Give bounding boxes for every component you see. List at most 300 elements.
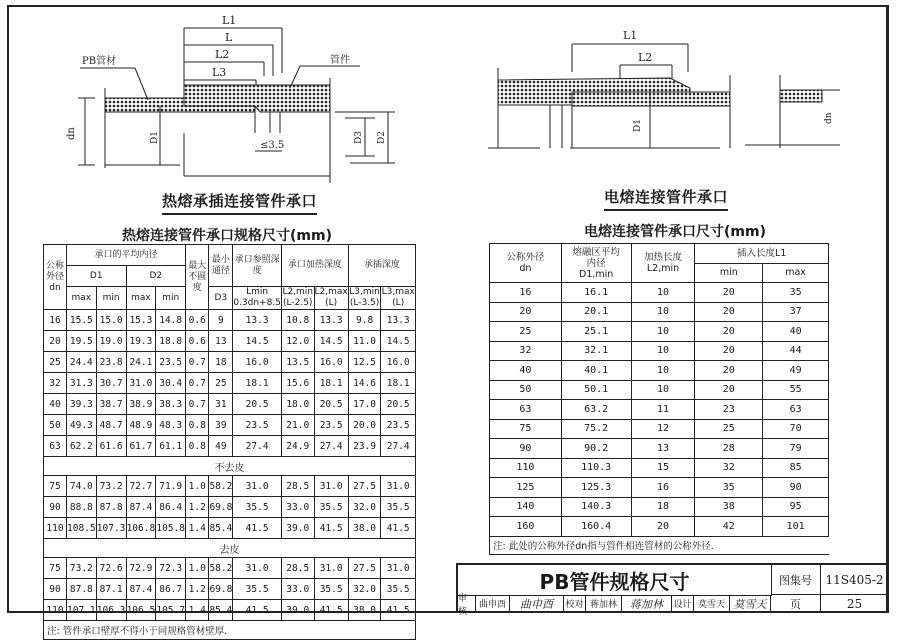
table-cell: 16.1	[561, 283, 631, 303]
table-cell: 110	[490, 458, 562, 478]
table-cell: 58.2	[209, 476, 233, 497]
table-cell: 0.6	[186, 331, 209, 352]
table-cell: 20	[695, 341, 763, 361]
table-cell: 38.0	[348, 600, 381, 621]
dim-L3: L3	[212, 66, 227, 79]
table-cell: 13.3	[381, 310, 416, 331]
hot-melt-socket-diagram	[60, 8, 420, 183]
table-cell: 106.8	[126, 518, 156, 539]
t2-header-max: max	[763, 263, 829, 283]
t2-header-heat-length: 加热长度 L2,min	[631, 244, 695, 283]
check-label: 校对	[564, 595, 586, 613]
table-cell: 38.3	[156, 394, 186, 415]
table-cell: 0.7	[186, 373, 209, 394]
table-cell: 88.8	[66, 497, 96, 518]
table-cell: 90	[490, 439, 562, 459]
table-cell: 38.0	[348, 518, 381, 539]
electrofusion-socket-diagram	[480, 20, 840, 160]
table-cell: 28.5	[281, 476, 314, 497]
table1-rows-a	[44, 310, 416, 457]
table-cell: 108.5	[66, 518, 96, 539]
header-ref-depth: 承口参照深度	[233, 245, 282, 287]
table-cell: 69.8	[209, 579, 233, 600]
header-l2max: L2,max (L)	[314, 287, 348, 308]
t2-header-min: min	[695, 263, 763, 283]
table-cell: 19.0	[96, 331, 126, 352]
table-cell: 25	[44, 352, 67, 373]
table-row	[490, 458, 829, 478]
table-row	[490, 497, 829, 517]
table-row	[44, 415, 416, 436]
header-insert-depth: 承插深度	[348, 245, 415, 287]
table-cell: 20	[695, 302, 763, 322]
header-D1: D1	[66, 266, 126, 287]
table-row	[44, 518, 416, 539]
table-cell: 13.5	[281, 352, 314, 373]
header-d2-min: min	[156, 287, 186, 310]
table-cell: 14.6	[348, 373, 381, 394]
table-row	[490, 478, 829, 498]
table-cell: 32	[44, 373, 67, 394]
table-cell: 50.1	[561, 380, 631, 400]
table-cell: 20.5	[314, 394, 348, 415]
table-cell: 41.5	[314, 518, 348, 539]
table-cell: 140	[490, 497, 562, 517]
table-cell: 79	[763, 439, 829, 459]
header-d1-max: max	[66, 287, 96, 310]
table-cell: 31.0	[233, 558, 282, 579]
table-cell: 18.1	[314, 373, 348, 394]
table-cell: 125.3	[561, 478, 631, 498]
table-cell: 12.0	[281, 331, 314, 352]
table-row	[44, 373, 416, 394]
table-cell: 72.3	[156, 558, 186, 579]
table-cell: 72.7	[126, 476, 156, 497]
table-cell: 9	[209, 310, 233, 331]
table-cell: 31.0	[126, 373, 156, 394]
table-cell: 1.0	[186, 476, 209, 497]
table-cell: 38.7	[96, 394, 126, 415]
table-cell: 23.5	[381, 415, 416, 436]
table-cell: 35	[695, 478, 763, 498]
label-pb-pipe: PB管材	[82, 56, 117, 67]
table-cell: 13.3	[233, 310, 282, 331]
table-cell: 27.4	[314, 436, 348, 457]
table-cell: 49.3	[66, 415, 96, 436]
header-l3min: L3,min (L-3.5)	[349, 287, 380, 308]
table-cell: 0.7	[186, 394, 209, 415]
table-cell: 35.5	[381, 579, 416, 600]
table-row	[44, 331, 416, 352]
header-l2min: L2,min (L-2.5)	[282, 287, 314, 308]
table-cell: 48.3	[156, 415, 186, 436]
atlas-number: 11S405-2	[821, 565, 889, 595]
table-row	[490, 283, 829, 303]
table-cell: 30.7	[96, 373, 126, 394]
table-cell: 1.0	[186, 558, 209, 579]
atlas-label: 图集号	[771, 565, 821, 595]
table-cell: 95	[763, 497, 829, 517]
table-cell: 10	[631, 380, 695, 400]
table-row	[490, 341, 829, 361]
table-cell: 13	[209, 331, 233, 352]
table-cell: 105.7	[156, 600, 186, 621]
table-cell: 20	[490, 302, 562, 322]
table-cell: 38	[695, 497, 763, 517]
table-cell: 31.3	[66, 373, 96, 394]
table-cell: 27.4	[233, 436, 282, 457]
table-cell: 107.3	[96, 518, 126, 539]
table-cell: 17.0	[348, 394, 381, 415]
table-cell: 48.9	[126, 415, 156, 436]
table-cell: 18.1	[233, 373, 282, 394]
table-cell: 71.9	[156, 476, 186, 497]
table-cell: 27.4	[381, 436, 416, 457]
table-cell: 23.9	[348, 436, 381, 457]
table-cell: 20	[695, 322, 763, 342]
dim-dn-right: dn	[824, 112, 834, 124]
dim-dn: dn	[66, 127, 77, 140]
hot-melt-socket-table	[43, 244, 416, 640]
designer-name: 莫雪天	[694, 595, 730, 613]
table-cell: 24.9	[281, 436, 314, 457]
table-cell: 31.0	[314, 476, 348, 497]
table-cell: 73.2	[66, 558, 96, 579]
table-cell: 23.8	[96, 352, 126, 373]
table-cell: 70	[763, 419, 829, 439]
table-cell: 32.1	[561, 341, 631, 361]
table-cell: 20.5	[381, 394, 416, 415]
table-cell: 40	[490, 361, 562, 381]
header-D3: D3	[209, 287, 233, 310]
header-d2-max: max	[126, 287, 156, 310]
table-cell: 1.4	[186, 600, 209, 621]
table-cell: 35.5	[314, 497, 348, 518]
table-cell: 33.0	[281, 497, 314, 518]
page-label: 页	[771, 595, 821, 613]
table-row	[490, 439, 829, 459]
table-cell: 39	[209, 415, 233, 436]
table-cell: 90	[44, 579, 67, 600]
table-cell: 12.5	[348, 352, 381, 373]
table-cell: 14.8	[156, 310, 186, 331]
table-cell: 11	[631, 400, 695, 420]
header-l3max: L3,max (L)	[381, 287, 415, 308]
table-cell: 23	[695, 400, 763, 420]
dim-L1-right: L1	[623, 29, 638, 42]
table-cell: 39.0	[281, 600, 314, 621]
table-cell: 41.5	[381, 518, 416, 539]
table-cell: 62.2	[66, 436, 96, 457]
table-cell: 87.8	[66, 579, 96, 600]
table-cell: 1.4	[186, 518, 209, 539]
table-cell: 30.4	[156, 373, 186, 394]
table-cell: 40.1	[561, 361, 631, 381]
electrofusion-caption: 电熔连接管件承口	[604, 186, 728, 211]
header-D2: D2	[126, 266, 186, 287]
table-cell: 73.2	[96, 476, 126, 497]
table-cell: 125	[490, 478, 562, 498]
table-cell: 16	[44, 310, 67, 331]
table-cell: 90.2	[561, 439, 631, 459]
table-cell: 28.5	[281, 558, 314, 579]
table2-rows	[490, 283, 829, 537]
table-cell: 41.5	[233, 600, 282, 621]
table-row	[490, 517, 829, 537]
table-row	[44, 394, 416, 415]
table-cell: 75	[44, 476, 67, 497]
table-cell: 1.2	[186, 497, 209, 518]
table-cell: 15.3	[126, 310, 156, 331]
table-cell: 20	[695, 283, 763, 303]
table-cell: 25	[490, 322, 562, 342]
table-cell: 19.5	[66, 331, 96, 352]
table-cell: 42	[695, 517, 763, 537]
dim-gap: ≤3.5	[260, 140, 285, 151]
table-cell: 16	[631, 478, 695, 498]
header-d1-min: min	[96, 287, 126, 310]
table-cell: 31.0	[381, 476, 416, 497]
table-cell: 87.1	[96, 579, 126, 600]
table-row	[44, 310, 416, 331]
table-cell: 101	[763, 517, 829, 537]
table-cell: 58.2	[209, 558, 233, 579]
table-cell: 1.2	[186, 579, 209, 600]
table-cell: 55	[763, 380, 829, 400]
table-cell: 23.5	[314, 415, 348, 436]
table-cell: 18.8	[156, 331, 186, 352]
table-cell: 74.0	[66, 476, 96, 497]
table-cell: 110	[44, 600, 67, 621]
table-cell: 33.0	[281, 579, 314, 600]
table-cell: 44	[763, 341, 829, 361]
table-cell: 107.1	[66, 600, 96, 621]
header-dn: 公称 外径 dn	[44, 245, 67, 310]
table-cell: 41.5	[381, 600, 416, 621]
table-cell: 14.5	[314, 331, 348, 352]
table-cell: 86.7	[156, 579, 186, 600]
table-cell: 10	[631, 322, 695, 342]
table-cell: 69.8	[209, 497, 233, 518]
table-cell: 41.5	[314, 600, 348, 621]
table-cell: 63.2	[561, 400, 631, 420]
table-cell: 31.0	[381, 558, 416, 579]
table-cell: 85	[763, 458, 829, 478]
table-cell: 38.9	[126, 394, 156, 415]
table-row	[44, 497, 416, 518]
table-cell: 16.0	[381, 352, 416, 373]
dim-D3: D3	[354, 131, 364, 144]
header-avg-id: 承口的平均内径	[66, 245, 185, 266]
table-cell: 32.0	[348, 579, 381, 600]
table-cell: 20	[695, 361, 763, 381]
table-cell: 86.4	[156, 497, 186, 518]
table-cell: 10	[631, 302, 695, 322]
section-unpeeled: 不去皮	[44, 457, 416, 476]
table-cell: 31	[209, 394, 233, 415]
table-cell: 61.6	[96, 436, 126, 457]
dim-D1: D1	[150, 131, 160, 144]
table-cell: 0.7	[186, 352, 209, 373]
table-cell: 16.0	[314, 352, 348, 373]
table-cell: 87.4	[126, 497, 156, 518]
electrofusion-socket-table	[489, 243, 829, 555]
t2-header-dn: 公称外径 dn	[490, 244, 562, 283]
checker-name: 蒋加林	[586, 595, 622, 613]
header-min-bore: 最小通径	[209, 245, 233, 287]
table-cell: 10	[631, 361, 695, 381]
table-cell: 14.5	[381, 331, 416, 352]
table1-rows-b	[44, 476, 416, 539]
table-cell: 24.4	[66, 352, 96, 373]
table-cell: 49	[209, 436, 233, 457]
table-cell: 160.4	[561, 517, 631, 537]
table-cell: 50	[490, 380, 562, 400]
table-cell: 14.5	[233, 331, 282, 352]
table-row	[44, 352, 416, 373]
table-row	[490, 380, 829, 400]
table1-rows-c	[44, 558, 416, 621]
table-cell: 87.4	[126, 579, 156, 600]
design-label: 设计	[672, 595, 694, 613]
table-cell: 63	[44, 436, 67, 457]
table-cell: 48.7	[96, 415, 126, 436]
table-cell: 49	[763, 361, 829, 381]
table-cell: 106.3	[96, 600, 126, 621]
table-cell: 11.0	[348, 331, 381, 352]
designer-signature: 莫雪天	[730, 595, 771, 613]
table-cell: 31.0	[233, 476, 282, 497]
title-block	[456, 563, 889, 617]
table-cell: 35.5	[233, 579, 282, 600]
table-row	[44, 600, 416, 621]
table-cell: 110.3	[561, 458, 631, 478]
table2-note: 注: 此处的公称外径dn指与管件相连管材的公称外径.	[490, 536, 829, 554]
table-cell: 13.3	[314, 310, 348, 331]
table-cell: 75.2	[561, 419, 631, 439]
table-cell: 32	[490, 341, 562, 361]
table-cell: 40	[763, 322, 829, 342]
table-cell: 37	[763, 302, 829, 322]
table-cell: 87.8	[96, 497, 126, 518]
reviewer-signature: 曲申酉	[510, 595, 564, 613]
review-label: 审核	[458, 595, 476, 613]
table-cell: 16.0	[233, 352, 282, 373]
dim-L: L	[225, 31, 233, 44]
table-cell: 85.4	[209, 518, 233, 539]
table-cell: 16	[490, 283, 562, 303]
table-cell: 9.8	[348, 310, 381, 331]
dim-D2: D2	[377, 131, 387, 144]
table-cell: 12	[631, 419, 695, 439]
table-cell: 20.0	[348, 415, 381, 436]
table-cell: 63	[763, 400, 829, 420]
table-cell: 0.8	[186, 415, 209, 436]
table-cell: 20	[631, 517, 695, 537]
table-cell: 18.0	[281, 394, 314, 415]
table-cell: 39.0	[281, 518, 314, 539]
header-heat-depth: 承口加热深度	[281, 245, 348, 287]
table-cell: 140.3	[561, 497, 631, 517]
table1-note: 注: 管件承口壁厚不得小于同规格管材壁厚.	[44, 621, 416, 640]
table-cell: 41.5	[233, 518, 282, 539]
header-lmin: Lmin 0.3dn+8.5	[233, 287, 281, 308]
table-cell: 19.3	[126, 331, 156, 352]
table-cell: 27.5	[348, 476, 381, 497]
table-cell: 160	[490, 517, 562, 537]
table-cell: 32.0	[348, 497, 381, 518]
header-ovality: 最大不圆度	[186, 245, 209, 310]
table-cell: 18.1	[381, 373, 416, 394]
dim-L2: L2	[215, 48, 230, 61]
table-cell: 24.1	[126, 352, 156, 373]
table-cell: 106.5	[126, 600, 156, 621]
table-cell: 75	[490, 419, 562, 439]
table-cell: 18	[631, 497, 695, 517]
table-cell: 15.0	[96, 310, 126, 331]
table-cell: 35.5	[233, 497, 282, 518]
page-number: 25	[821, 595, 889, 613]
table-cell: 90	[763, 478, 829, 498]
table-cell: 23.5	[156, 352, 186, 373]
table-cell: 72.6	[96, 558, 126, 579]
sheet-title: PB管件规格尺寸	[458, 565, 772, 596]
table-row	[490, 419, 829, 439]
table2-title: 电熔连接管件承口尺寸(mm)	[584, 224, 766, 240]
checker-signature: 蒋加林	[622, 595, 672, 613]
table-cell: 27.5	[348, 558, 381, 579]
t2-header-fusion-zone: 熔融区平均 内径 D1,min	[561, 244, 631, 283]
table-cell: 21.0	[281, 415, 314, 436]
table-cell: 40	[44, 394, 67, 415]
table-cell: 32	[695, 458, 763, 478]
dim-L1: L1	[222, 14, 237, 27]
dim-L2-right: L2	[638, 51, 653, 64]
table-cell: 10.8	[281, 310, 314, 331]
table-cell: 25.1	[561, 322, 631, 342]
table-cell: 0.6	[186, 310, 209, 331]
table-cell: 31.0	[314, 558, 348, 579]
table-cell: 75	[44, 558, 67, 579]
table-cell: 50	[44, 415, 67, 436]
table-row	[44, 476, 416, 497]
table-cell: 10	[631, 341, 695, 361]
table-row	[44, 579, 416, 600]
table-cell: 72.9	[126, 558, 156, 579]
table-row	[490, 361, 829, 381]
table-cell: 35.5	[381, 497, 416, 518]
table-cell: 10	[631, 283, 695, 303]
table-cell: 110	[44, 518, 67, 539]
table-cell: 20.1	[561, 302, 631, 322]
table-cell: 35.5	[314, 579, 348, 600]
table-cell: 20.5	[233, 394, 282, 415]
table-cell: 20	[695, 380, 763, 400]
table-cell: 61.7	[126, 436, 156, 457]
table-cell: 18	[209, 352, 233, 373]
section-peeled: 去皮	[44, 539, 416, 558]
table-cell: 63	[490, 400, 562, 420]
dim-D1-right: D1	[633, 119, 643, 132]
table-cell: 25	[695, 419, 763, 439]
table1-title: 热熔连接管件承口规格尺寸(mm)	[122, 228, 332, 244]
table-cell: 39.3	[66, 394, 96, 415]
table-cell: 35	[763, 283, 829, 303]
label-fitting: 管件	[330, 55, 350, 66]
table-cell: 0.8	[186, 436, 209, 457]
table-cell: 23.5	[233, 415, 282, 436]
table-cell: 25	[209, 373, 233, 394]
